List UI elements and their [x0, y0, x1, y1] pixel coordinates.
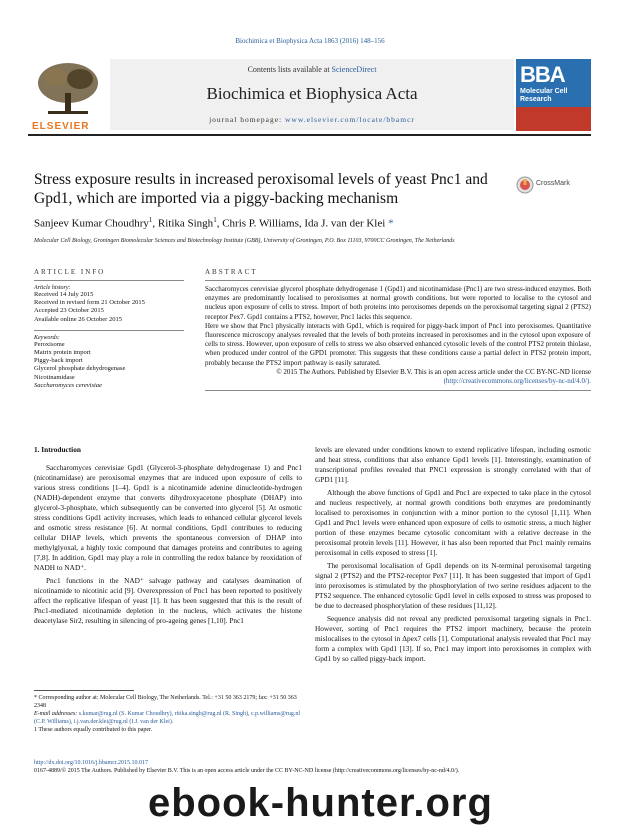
author-others: , Chris P. Williams, Ida J. van der Klei — [216, 217, 389, 230]
keyword: Glycerol phosphate dehydrogenase — [34, 365, 126, 373]
cover-subtitle: Molecular Cell Research — [520, 88, 568, 103]
email-links[interactable]: s.kumar@rug.nl (S. Kumar Choudhry), ritika.singh@rug.nl (R. Singh), c.p.williams@rug.nl (C.P. Williams), i.j.van.der.klei@rug.nl (I.J. van der Klei). — [34, 711, 301, 725]
abstract-heading: ABSTRACT — [205, 268, 258, 276]
keywords-label: Keywords: — [34, 334, 60, 341]
keyword: Saccharomyces cerevisiae — [34, 381, 102, 389]
body-paragraph: levels are elevated under conditions known to extend replicative lifespan, including osmotic and heat stress, conditions that also enhance Gpd1 levels [1]. Interestingly, examination of transcriptional profiles revealed that PNC1 expression is strongly correlated with that of GPD1 [11]. — [315, 445, 591, 484]
elsevier-logo — [28, 59, 108, 131]
article-info-heading: ARTICLE INFO — [34, 268, 106, 276]
body-column-right — [315, 445, 591, 667]
abstract-copyright: © 2015 The Authors. Published by Elsevier B.V. This is an open access article under the CC BY-NC-ND license — [276, 367, 591, 376]
journal-header-box — [110, 59, 514, 130]
equal-contribution-note: 1 These authors equally contributed to this paper. — [34, 727, 153, 733]
cover-image-strip — [516, 107, 591, 131]
journal-cover-image — [516, 59, 591, 131]
watermark: ebook-hunter.org — [148, 781, 493, 825]
body-paragraph: The peroxisomal localisation of Gpd1 depends on its N-terminal peroxisomal targeting signal 2 (PTS2) and the PTS2-receptor Pex7 [11]. It has been suggested that import of Gpd1 into peroxisomes is stimulated by the phosphorylation of two serine residues adjacent to the PTS2 sequence. The enhanced cytosolic Gpd1 level in cells exposed to stress was proposed to be due to decreased phosphorylation of these residues [11,12]. — [315, 561, 591, 610]
author-2-note: 1 — [213, 216, 217, 224]
history-item: Available online 26 October 2015 — [34, 315, 122, 323]
footnote-divider — [34, 690, 134, 691]
author-1-note: 1 — [148, 216, 153, 224]
body-column-left — [34, 445, 302, 629]
crossmark-label: CrossMark — [536, 180, 570, 187]
section-heading-introduction: 1. Introduction — [34, 445, 81, 454]
elsevier-tree-icon — [28, 59, 108, 119]
keyword: Matrix protein import — [34, 349, 91, 357]
info-divider — [34, 280, 184, 281]
article-info-section — [34, 268, 184, 390]
body-paragraph: Saccharomyces cerevisiae Gpd1 (Glycerol-3-phosphate dehydrogenase 1) and Pnc1 (nicotinamidase) are peroxisomal enzymes that are induced upon exposure of cells to various stress conditions [1–4]. Gpd1 is a nicotinamide adenine dinucleotide-hydrogen (NADH)-dependent enzyme that converts dihydroxyacetone phosphate (DHAP) into glycerol-3-phosphate, which subsequently can be converted into glycerol [5]. At osmotic stress conditions Gpd1 activity increases, which leads to enhanced cellular glycerol levels and osmotic stress resistance [6]. At normal conditions, Gpd1 contributes to reducing cellular DHAP levels, which prevents the spontaneous conversion of DHAP into methylglyoxal, a highly toxic compound that damages proteins and contributes to ageing [7,8]. In addition, Gpd1 may play a role in controlling the redox balance by reoxidation of NADH to NAD⁺. — [34, 463, 302, 572]
footnotes — [34, 694, 302, 734]
sciencedirect-link[interactable]: ScienceDirect — [331, 65, 377, 74]
history-item: Received 14 July 2015 — [34, 291, 94, 298]
contents-line — [110, 65, 514, 74]
article-title: Stress exposure results in increased peroxisomal levels of yeast Pnc1 and Gpd1, which are imported via a piggy-backing mechanism — [34, 171, 488, 207]
contents-prefix: Contents lists available at — [247, 65, 332, 74]
journal-banner — [28, 59, 591, 139]
journal-homepage — [110, 115, 514, 124]
history-item: Received in revised form 21 October 2015 — [34, 299, 145, 307]
author-list — [34, 216, 594, 230]
email-label: E-mail addresses: — [34, 711, 79, 717]
email-note — [34, 710, 302, 726]
history-label: Article history: — [34, 285, 71, 291]
history-item: Accepted 23 October 2015 — [34, 307, 104, 315]
body-paragraph: Pnc1 functions in the NAD⁺ salvage pathway and catalyses deamination of nicotinamide to nicotinic acid [9]. Overexpression of Pnc1 has been reported to positively affect the replicative lifespan of yeast [1]. It has been suggested that this is the result of Pnc1-mediated nicotinamide depletion in the nucleus, which activates the histone deacetylase Sir2, resulting in silencing of pro-ageing genes [1,10]. Pnc1 — [34, 576, 302, 625]
abstract-section — [205, 268, 591, 391]
elsevier-wordmark: ELSEVIER — [32, 121, 90, 132]
keyword: Nicotinamidase — [34, 373, 75, 381]
abstract-divider — [205, 280, 591, 281]
cover-title: BBA — [520, 62, 565, 87]
crossmark-icon — [516, 176, 534, 194]
body-paragraph: Sequence analysis did not reveal any predicted peroxisomal targeting signals in Pnc1. However, sorting of Pnc1 requires the PTS2 import machinery, because the protein mislocalises to the cytosol in Δpex7 cells [1]. Computational analysis revealed that Pnc1 may form a complex with Gpd1 [13]. If so, Pnc1 may import into peroxisomes in complex with Gpd1 by so called piggy-back import. — [315, 614, 591, 663]
abstract-end-divider — [205, 390, 591, 391]
abstract-paragraph: Saccharomyces cerevisiae glycerol phosphate dehydrogenase 1 (Gpd1) and nicotinamidase (Pnc1) are two stress-induced enzymes. Both enzymes are predominantly localised to peroxisomes at normal growth conditions, but were reported to localise to the cytosol and nucleus upon exposure of cells to stress. Import of both proteins into peroxisomes depends on the peroxisomal targeting signal 2 (PTS2) receptor Pex7. Gpd1 contains a PTS2, however, Pnc1 lacks this sequence. — [205, 285, 591, 321]
license-link[interactable]: (http://creativecommons.org/licenses/by-nc-nd/4.0/). — [443, 377, 591, 386]
doi-link[interactable]: http://dx.doi.org/10.1016/j.bbamcr.2015.10.017 — [34, 760, 149, 766]
issn-copyright-line: 0167-4889/© 2015 The Authors. Published by Elsevier B.V. This is an open access article under the CC BY-NC-ND license (http://creativecommons.org/licenses/by-nc-nd/4.0/). — [34, 768, 460, 774]
page-footer — [34, 759, 594, 775]
affiliation: Molecular Cell Biology, Groningen Biomolecular Sciences and Biotechnology Institute (GBB), University of Groningen, P.O. Box 11103, 9700CC Groningen, The Netherlands — [34, 238, 455, 244]
keyword: Peroxisome — [34, 340, 65, 348]
author-1: Sanjeev Kumar Choudhry — [34, 217, 149, 230]
abstract-paragraph: Here we show that Pnc1 physically interacts with Gpd1, which is required for piggy-back import of Pnc1 into peroxisomes. Quantitative fluorescence microscopy analyses revealed that the levels of both proteins increased in peroxisomes and in the cytosol upon exposure of cells to stress. However, upon exposure of cells to stress we also observed enhanced cytosolic levels of the control PTS2 protein thiolase, when produced under control of the GPD1 promoter. This suggests that these conditions cause a partial defect in PTS2 protein import, probably because the PTS2 import pathway is easily saturated. — [205, 321, 591, 367]
info-divider — [34, 330, 184, 331]
author-2: , Ritika Singh — [152, 217, 214, 230]
crossmark-badge[interactable] — [516, 176, 590, 196]
journal-name: Biochimica et Biophysica Acta — [206, 84, 418, 103]
homepage-link[interactable]: www.elsevier.com/locate/bbamcr — [285, 115, 415, 124]
corresponding-author-star[interactable]: * — [388, 217, 394, 230]
body-paragraph: Although the above functions of Gpd1 and Pnc1 are expected to take place in the cytosol and nucleus respectively, at normal growth conditions both enzymes are predominantly localised to peroxisomes in conjunction with a minor portion to the cytosol [1,11]. When Gpd1 and Pnc1 levels were enhanced upon exposure of cells to osmotic stress, a much higher portion of these enzymes became cytosolic concomitant with a relative decrease in the peroxisomal protein levels [11]. However, it has also been reported that Pnc1 mainly remains peroxisomal in cells exposed to stress [1]. — [315, 488, 591, 557]
keyword: Piggy-back import — [34, 357, 83, 365]
top-citation[interactable]: Biochimica et Biophysica Acta 1863 (2016) 148–156 — [235, 37, 385, 45]
banner-divider — [28, 134, 591, 136]
homepage-prefix: journal homepage: — [209, 115, 285, 124]
corresponding-author-note: * Corresponding author at: Molecular Cell Biology, The Netherlands. Tel.: +31 50 363 2179; fax: +31 50 363 2348 — [34, 695, 297, 709]
